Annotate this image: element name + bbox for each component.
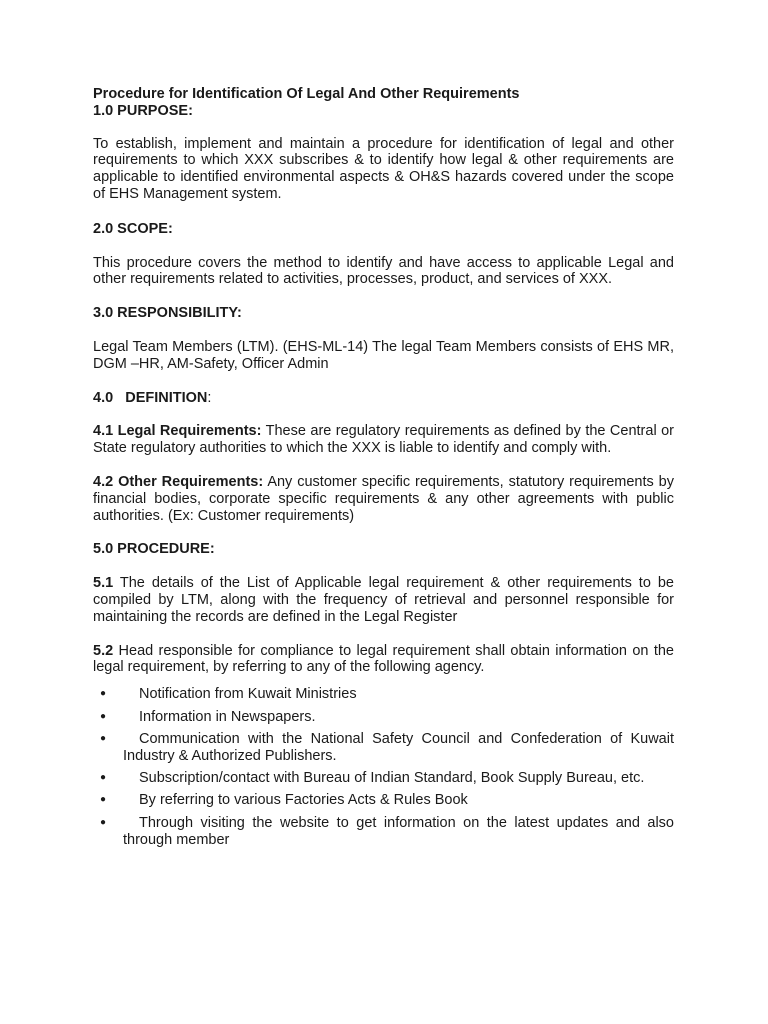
list-item [93, 686, 674, 703]
agency-list [93, 686, 674, 848]
procedure-5-2-label: 5.2 [93, 642, 114, 659]
purpose-paragraph: To establish, implement and maintain a procedure for identification of legal and other requirements to which XXX subscribes & to identify how legal & other requirements are applicable to identified environmental aspects & OH&S hazards covered under the scope of EHS Management system. [93, 135, 674, 202]
procedure-5-1 [93, 575, 674, 625]
bullet-icon: ● [100, 816, 107, 828]
definition-colon: : [207, 389, 212, 406]
list-item-text: Subscription/contact with Bureau of Indian Standard, Book Supply Bureau, etc. [139, 770, 645, 787]
scope-paragraph: This procedure covers the method to identify and have access to applicable Legal and other requirements related to activities, processes, product, and services of XXX. [93, 254, 674, 288]
purpose-heading [93, 103, 674, 120]
bullet-icon: ● [100, 772, 107, 784]
legal-requirements-text: These are regulatory requirements as defined by the Central or State regulatory authorities to which the XXX is liable to identify and comply with. [93, 423, 675, 457]
list-item-text: By referring to various Factories Acts & Rules Book [139, 792, 468, 809]
document-title: Procedure for Identification Of Legal And Other Requirements [93, 86, 520, 102]
other-requirements-definition [93, 474, 674, 524]
responsibility-heading: 3.0 RESPONSIBILITY: [93, 305, 242, 322]
bullet-icon: ● [100, 710, 107, 722]
procedure-5-1-text: The details of the List of Applicable legal requirement & other requirements to be compiled by LTM, along with the frequency of retrieval and personnel responsible for maintaining the records are defined in the Legal Register [93, 575, 674, 625]
bullet-icon: ● [100, 688, 107, 700]
bullet-icon: ● [100, 794, 107, 806]
list-item [93, 731, 674, 765]
scope-heading: 2.0 SCOPE: [93, 220, 173, 237]
responsibility-paragraph: Legal Team Members (LTM). (EHS-ML-14) The legal Team Members consists of EHS MR, DGM –HR, AM-Safety, Officer Admin [93, 338, 674, 372]
list-item [93, 815, 674, 849]
procedure-5-2-text: Head responsible for compliance to legal requirement shall obtain information on the legal requirement, by referring to any of the following agency. [93, 642, 674, 676]
procedure-5-2 [93, 643, 674, 677]
legal-requirements-label: 4.1 Legal Requirements: [93, 423, 262, 440]
bullet-icon: ● [100, 732, 107, 744]
purpose-heading-text: 1.0 PURPOSE: [93, 102, 193, 119]
document-body [93, 86, 674, 854]
list-item [93, 770, 674, 787]
list-item [93, 709, 674, 726]
procedure-5-1-label: 5.1 [93, 575, 114, 592]
procedure-heading: 5.0 PROCEDURE: [93, 541, 215, 558]
list-item-text: Notification from Kuwait Ministries [139, 686, 357, 703]
definition-heading-text: 4.0 DEFINITION [93, 389, 208, 406]
definition-heading [93, 390, 674, 407]
list-item-text: Through visiting the website to get information on the latest updates and also through member [123, 814, 674, 848]
legal-requirements-definition [93, 423, 674, 457]
other-requirements-text: Any customer specific requirements, statutory requirements by financial bodies, corporate specific requirements & any other agreements with public authorities. (Ex: Customer requirements) [93, 473, 674, 524]
other-requirements-label: 4.2 Other Requirements: [93, 473, 264, 490]
list-item-text: Communication with the National Safety Council and Confederation of Kuwait Industry & Authorized Publishers. [123, 730, 674, 764]
list-item [93, 792, 674, 809]
list-item-text: Information in Newspapers. [139, 708, 316, 725]
